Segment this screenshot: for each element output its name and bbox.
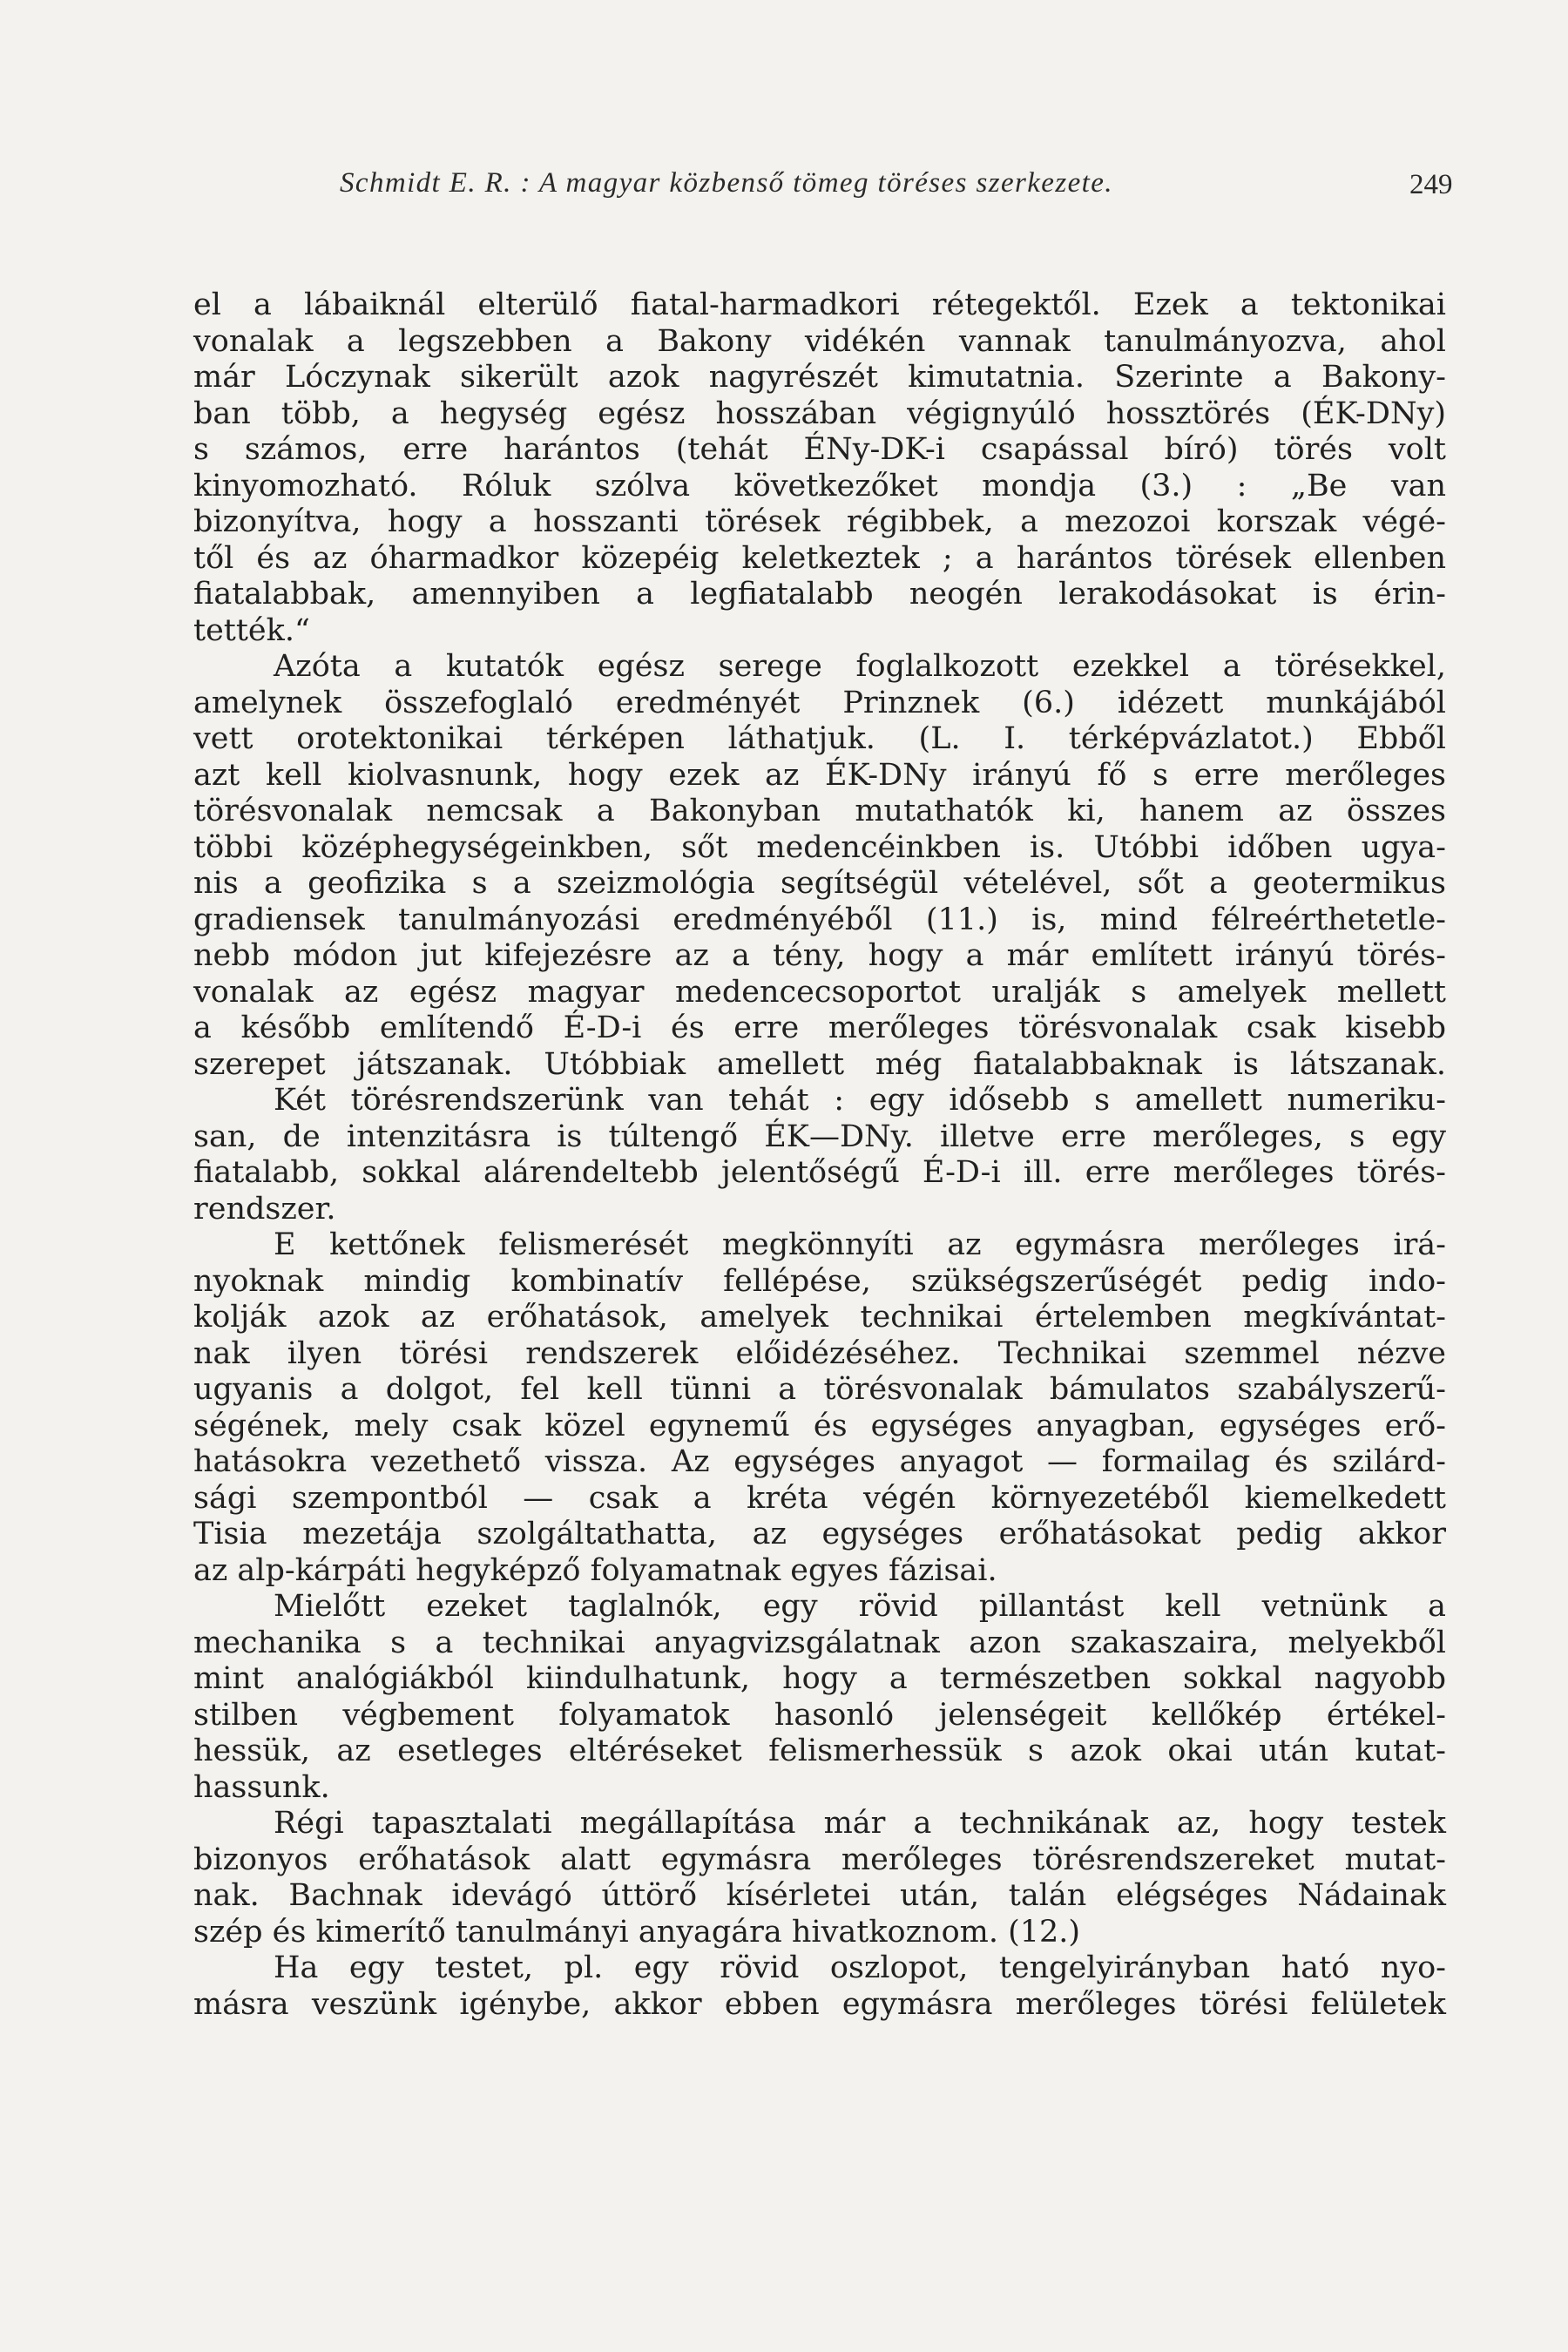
- running-title: Schmidt E. R. : A magyar közbenső tömeg töréses szerkezete.: [340, 167, 1113, 199]
- paragraph-start-line: Mielőtt ezeket taglalnók, egy rövid pillantást kell vetnünk a: [274, 1589, 1446, 1624]
- text-line: azt kell kiolvasnunk, hogy ezek az ÉK-DNy irányú fő s erre merőleges: [193, 757, 1446, 793]
- text-line: Tisia mezetája szolgáltathatta, az egységes erőhatásokat pedig akkor: [193, 1517, 1446, 1551]
- paragraph-start-line: Azóta a kutatók egész serege foglalkozott ezekkel a törésekkel,: [274, 649, 1446, 684]
- text-line: kinyomozható. Róluk szólva következőket mondja (3.) : „Be van: [193, 468, 1446, 504]
- text-line: s számos, erre harántos (tehát ÉNy-DK-i csapással bíró) törés volt: [193, 432, 1446, 467]
- text-line: kolják azok az erőhatások, amelyek technikai értelemben megkívántat-: [193, 1300, 1446, 1335]
- text-line: ségének, mely csak közel egynemű és egységes anyagban, egységes erő-: [193, 1408, 1446, 1443]
- text-line: vonalak az egész magyar medencecsoportot uralják s amelyek mellett: [193, 974, 1446, 1010]
- text-line: törésvonalak nemcsak a Bakonyban mutathatók ki, hanem az összes: [193, 794, 1446, 828]
- text-line: nebb módon jut kifejezésre az a tény, hogy a már említett irányú törés-: [193, 938, 1446, 973]
- text-line: el a lábaiknál elterülő fiatal-harmadkori rétegektől. Ezek a tektonikai: [193, 287, 1446, 322]
- text-line: a később említendő É-D-i és erre merőleges törésvonalak csak kisebb: [193, 1010, 1446, 1045]
- text-line: hassunk.: [193, 1769, 330, 1805]
- text-line: másra veszünk igénybe, akkor ebben egymásra merőleges törési felületek: [193, 1986, 1446, 2022]
- text-line: rendszer.: [193, 1191, 336, 1227]
- page-number: 249: [1409, 169, 1453, 200]
- text-line: vonalak a legszebben a Bakony vidékén vannak tanulmányozva, ahol: [193, 323, 1446, 359]
- text-line: többi középhegységeinkben, sőt medencéinkben is. Utóbbi időben ugya-: [193, 829, 1446, 865]
- text-line: nis a geofizika s a szeizmológia segítségül vételével, sőt a geotermikus: [193, 866, 1446, 901]
- text-line: nak ilyen törési rendszerek előidézéséhez. Technikai szemmel nézve: [193, 1335, 1446, 1371]
- text-line: nyoknak mindig kombinatív fellépése, szükségszerűségét pedig indo-: [193, 1263, 1446, 1299]
- text-line: bizonyítva, hogy a hosszanti törések régibbek, a mezozoi korszak végé-: [193, 504, 1446, 539]
- text-line: sági szempontból — csak a kréta végén környezetéből kiemelkedett: [193, 1480, 1446, 1516]
- text-line: bizonyos erőhatások alatt egymásra merőleges törésrendszereket mutat-: [193, 1842, 1446, 1877]
- text-line: mechanika s a technikai anyagvizsgálatnak azon szakaszaira, melyekből: [193, 1625, 1446, 1660]
- text-line: stilben végbement folyamatok hasonló jelenségeit kellőkép értékel-: [193, 1697, 1446, 1733]
- paragraph-start-line: Két törésrendszerünk van tehát : egy idősebb s amellett numeriku-: [274, 1083, 1446, 1118]
- text-line: ban több, a hegység egész hosszában végignyúló hossztörés (ÉK-DNy): [193, 395, 1446, 431]
- text-line: hatásokra vezethető vissza. Az egységes anyagot — formailag és szilárd-: [193, 1444, 1446, 1479]
- text-line: gradiensek tanulmányozási eredményéből (11.) is, mind félreérthetetle-: [193, 902, 1446, 937]
- text-line: san, de intenzitásra is túltengő ÉK—DNy. illetve erre merőleges, s egy: [193, 1119, 1446, 1154]
- text-line: tették.“: [193, 612, 310, 648]
- text-line: fiatalabb, sokkal alárendeltebb jelentőségű É-D-i ill. erre merőleges törés-: [193, 1155, 1446, 1190]
- text-line: hessük, az esetleges eltéréseket felismerhessük s azok okai után kutat-: [193, 1734, 1446, 1768]
- text-line: ugyanis a dolgot, fel kell tünni a törésvonalak bámulatos szabályszerű-: [193, 1372, 1446, 1407]
- paragraph-start-line: Ha egy testet, pl. egy rövid oszlopot, tengelyirányban ható nyo-: [274, 1950, 1446, 1985]
- body-text: [193, 287, 1446, 2023]
- text-line: mint analógiákból kiindulhatunk, hogy a természetben sokkal nagyobb: [193, 1661, 1446, 1696]
- text-line: vett orotektonikai térképen láthatjuk. (L. I. térképvázlatot.) Ebből: [193, 721, 1446, 756]
- text-line: szerepet játszanak. Utóbbiak amellett még fiatalabbaknak is látszanak.: [193, 1046, 1446, 1082]
- text-line: fiatalabbak, amennyiben a legfiatalabb neogén lerakodásokat is érin-: [193, 577, 1446, 612]
- paragraph-start-line: E kettőnek felismerését megkönnyíti az egymásra merőleges irá-: [274, 1227, 1446, 1262]
- text-line: szép és kimerítő tanulmányi anyagára hivatkoznom. (12.): [193, 1914, 1081, 1950]
- paragraph-start-line: Régi tapasztalati megállapítása már a technikának az, hogy testek: [274, 1806, 1446, 1841]
- text-line: től és az óharmadkor közepéig keletkeztek ; a harántos törések ellenben: [193, 540, 1446, 576]
- text-line: az alp-kárpáti hegyképző folyamatnak egyes fázisai.: [193, 1552, 997, 1588]
- text-line: amelynek összefoglaló eredményét Prinznek (6.) idézett munkájából: [193, 685, 1446, 720]
- text-line: nak. Bachnak idevágó úttörő kísérletei után, talán elégséges Nádainak: [193, 1878, 1446, 1913]
- text-line: már Lóczynak sikerült azok nagyrészét kimutatnia. Szerinte a Bakony-: [193, 360, 1446, 395]
